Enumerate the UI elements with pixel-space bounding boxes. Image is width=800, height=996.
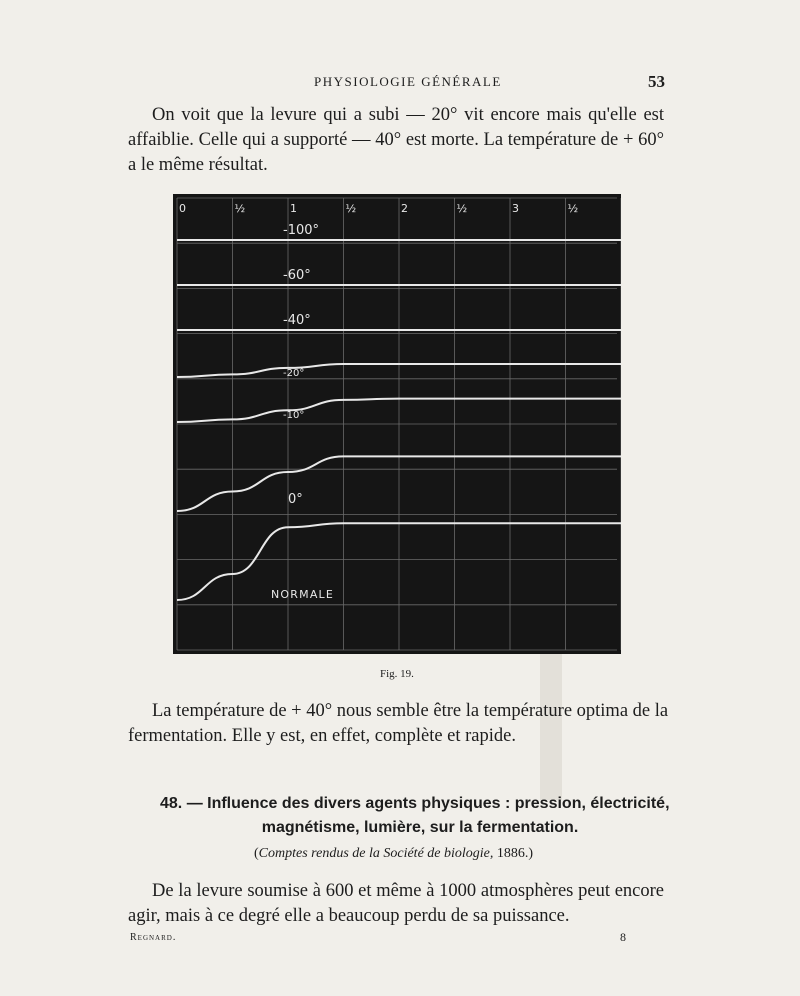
x-tick-label: 2: [401, 202, 408, 215]
source-year: 1886.): [493, 846, 534, 861]
section-heading-line-1: 48. — Influence des divers agents physiques : pression, électricité,: [160, 795, 670, 812]
x-tick-label: 0: [179, 202, 186, 215]
source-open: (: [254, 846, 259, 861]
paragraph-3-line: agir, mais à ce degré elle a beaucoup perdu de sa puissance.: [128, 906, 570, 926]
page-number: 53: [648, 72, 665, 91]
x-tick-label: ½: [567, 202, 579, 215]
x-tick-label: ½: [456, 202, 468, 215]
section-heading-line-2: magnétisme, lumière, sur la fermentation.: [261, 819, 579, 836]
source-journal: Comptes rendus de la Société de biologie,: [258, 846, 494, 861]
x-tick-label: ½: [234, 202, 246, 215]
figure-19-chart: [173, 194, 621, 654]
running-title: PHYSIOLOGIE GÉNÉRALE: [314, 74, 502, 89]
figure-caption: Fig. 19.: [380, 668, 414, 680]
footer-author: Regnard.: [130, 932, 177, 943]
series-label: 0°: [288, 492, 303, 507]
section-source: [254, 846, 533, 862]
paragraph-1-line: On voit que la levure qui a subi — 20° vit encore mais qu'elle est: [152, 105, 664, 125]
paragraph-1: [128, 103, 664, 178]
x-tick-label: 1: [290, 202, 297, 215]
paragraph-2: [128, 699, 669, 749]
section-heading: [160, 792, 670, 840]
series-label: -40°: [283, 313, 311, 328]
footer-signature-mark: 8: [620, 930, 626, 944]
paragraph-3: [128, 879, 664, 929]
x-tick-label: ½: [345, 202, 357, 215]
paragraph-2-line: fermentation. Elle y est, en effet, complète et rapide.: [128, 726, 516, 746]
x-tick-label: 3: [512, 202, 519, 215]
series-label: -10°: [283, 410, 305, 421]
series-label: -60°: [283, 268, 311, 283]
paragraph-1-line: a le même résultat.: [128, 155, 268, 175]
paragraph-1-line: affaiblie. Celle qui a supporté — 40° est morte. La température de + 60°: [128, 130, 664, 150]
series-label: NORMALE: [271, 588, 335, 601]
paragraph-2-line: La température de + 40° nous semble être la température optima de la: [152, 701, 669, 721]
series-label: -100°: [283, 223, 320, 238]
paragraph-3-line: De la levure soumise à 600 et même à 1000 atmosphères peut encore: [152, 881, 664, 901]
series-label: -20°: [283, 368, 305, 379]
